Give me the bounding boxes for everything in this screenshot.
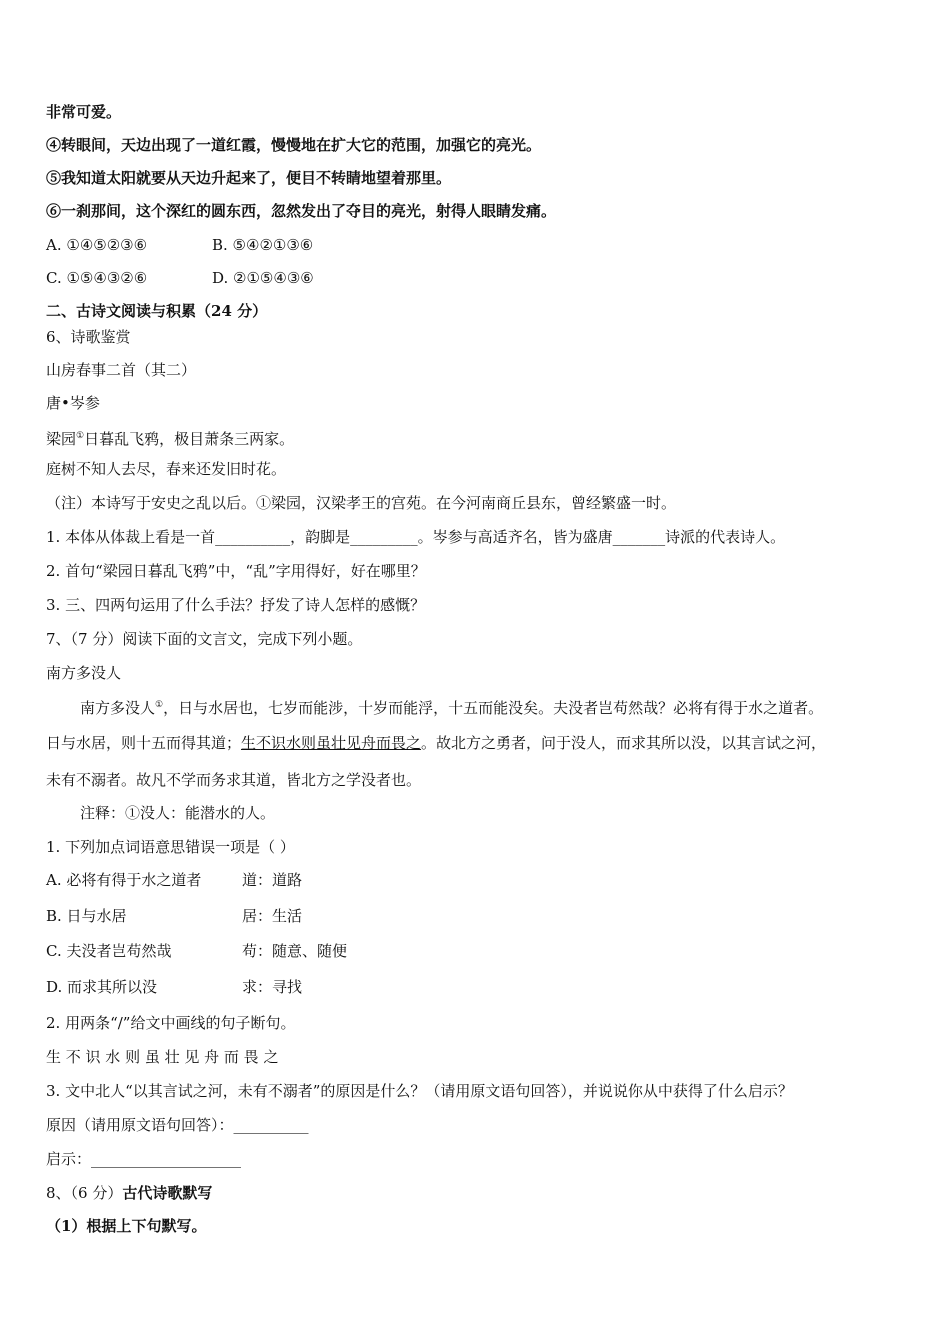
question-item: （1）根据上下句默写。 — [46, 1217, 207, 1235]
section-heading: 二、古诗文阅读与积累（24 分） — [46, 302, 268, 320]
option-c: C. ①⑤④③②⑥ — [46, 269, 148, 287]
question-item: 2. 用两条“/”给文中画线的句子断句。 — [46, 1014, 296, 1032]
question-title — [46, 1182, 212, 1204]
footnote-mark: ① — [155, 700, 164, 710]
sentence-to-split: 生 不 识 水 则 虽 壮 见 舟 而 畏 之 — [46, 1048, 279, 1066]
question-topic: 古代诗歌默写 — [122, 1184, 213, 1202]
passage-note: 注释：①没人：能潜水的人。 — [80, 804, 276, 822]
text-line: ④转眼间，天边出现了一道红霞，慢慢地在扩大它的范围，加强它的亮光。 — [46, 136, 542, 154]
option-b-gloss: 居：生活 — [242, 907, 303, 925]
question-title: 7、（7 分）阅读下面的文言文，完成下列小题。 — [46, 630, 363, 648]
passage-text: 日与水居，则十五而得其道； — [46, 734, 242, 752]
text-line: ⑤我知道太阳就要从天边升起来了，便目不转睛地望着那里。 — [46, 169, 452, 187]
option-d: D. ②①⑤④③⑥ — [212, 269, 314, 287]
passage-line — [80, 694, 823, 719]
passage-title: 南方多没人 — [46, 664, 122, 682]
question-item: 3. 三、四两句运用了什么手法？抒发了诗人怎样的感慨？ — [46, 596, 426, 614]
text-line: 非常可爱。 — [46, 103, 122, 121]
question-item: 3. 文中北人“以其言试之河，未有不溺者”的原因是什么？（请用原文语句回答），并说说你从中获得了什么启示？ — [46, 1082, 793, 1100]
poem-note: （注）本诗写于安史之乱以后。①梁园，汉梁孝王的宫苑。在今河南商丘县东，曾经繁盛一时。 — [46, 494, 677, 512]
option-c-gloss: 苟：随意、随便 — [242, 942, 348, 960]
question-item: 2. 首句“梁园日暮乱飞鸦”中，“乱”字用得好，好在哪里？ — [46, 562, 426, 580]
text-line: ⑥一刹那间，这个深红的圆东西，忽然发出了夺目的亮光，射得人眼睛发痛。 — [46, 202, 557, 220]
answer-line: 原因（请用原文语句回答）：__________ — [46, 1116, 309, 1134]
poem-text: 日暮乱飞鸦，极目萧条三两家。 — [84, 430, 295, 448]
underlined-sentence: 生不识水则虽壮见舟而畏之 — [241, 734, 422, 752]
passage-text: ，日与水居也，七岁而能涉，十岁而能浮，十五而能没矣。夫没者岂苟然哉？必将有得于水之道者。 — [163, 699, 824, 717]
passage-line: 未有不溺者。故凡不学而务求其道，皆北方之学没者也。 — [46, 771, 422, 789]
option-b: B. 日与水居 — [46, 907, 127, 925]
option-a-gloss: 道：道路 — [242, 871, 303, 889]
option-a: A. 必将有得于水之道者 — [46, 871, 202, 889]
option-b: B. ⑤④②①③⑥ — [212, 236, 314, 254]
poem-author: 唐•岑参 — [46, 394, 100, 412]
option-a: A. ①④⑤②③⑥ — [46, 236, 148, 254]
answer-line: 启示：____________________ — [46, 1150, 242, 1168]
option-d: D. 而求其所以没 — [46, 978, 158, 996]
passage-line — [46, 732, 826, 754]
question-item: 1. 本体从体裁上看是一首__________，韵脚是_________。岑参与高适齐名，皆为盛唐_______诗派的代表诗人。 — [46, 528, 786, 546]
poem-text: 梁园 — [46, 430, 77, 448]
question-number: 8、（6 分） — [46, 1184, 123, 1202]
question-item: 1. 下列加点词语意思错误一项是（ ） — [46, 838, 295, 856]
footnote-mark: ① — [76, 431, 85, 441]
option-d-gloss: 求：寻找 — [242, 978, 303, 996]
passage-text: 南方多没人 — [80, 699, 156, 717]
poem-line — [46, 425, 294, 450]
question-title: 6、诗歌鉴赏 — [46, 328, 131, 346]
poem-title: 山房春事二首（其二） — [46, 361, 197, 379]
option-c: C. 夫没者岂苟然哉 — [46, 942, 172, 960]
poem-line: 庭树不知人去尽，春来还发旧时花。 — [46, 460, 287, 478]
passage-text: 。故北方之勇者，问于没人，而求其所以没，以其言试之河， — [421, 734, 827, 752]
